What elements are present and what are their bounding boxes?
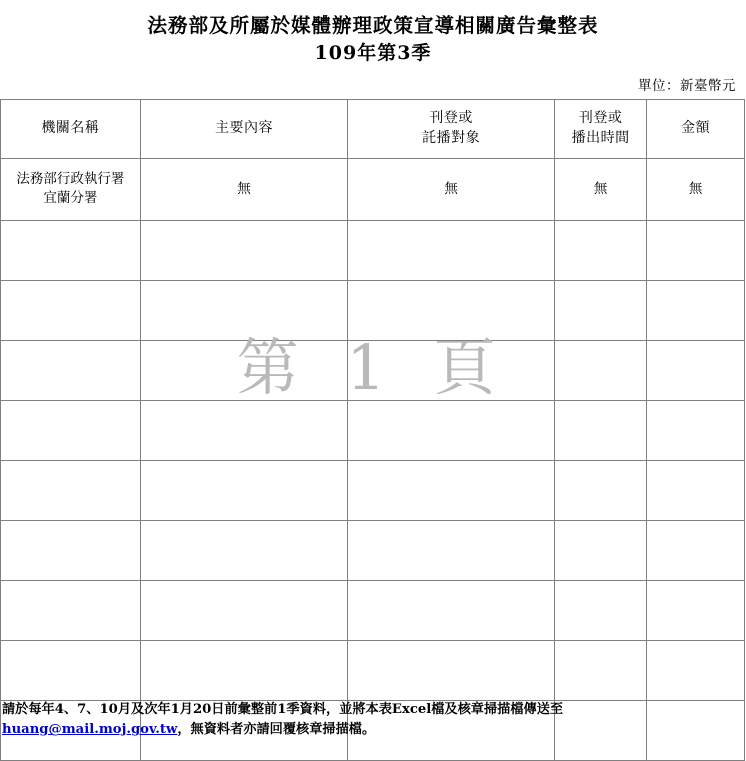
column-header-amount: 金額 [647, 99, 745, 158]
table-row [1, 158, 745, 220]
cell-time [554, 220, 646, 280]
cell-amount [647, 220, 745, 280]
cell-amount: 無 [647, 158, 745, 220]
column-header-time-line2: 播出時間 [571, 129, 630, 146]
document-title-block [0, 0, 746, 68]
cell-content [140, 520, 348, 580]
column-header-target-line2: 託播對象 [422, 129, 481, 146]
cell-target [348, 280, 555, 340]
cell-content [140, 280, 348, 340]
column-header-content: 主要內容 [140, 99, 348, 158]
cell-agency-line2: 宜蘭分署 [43, 190, 98, 207]
page-subtitle: 109年第3季 [314, 42, 432, 65]
table-row [1, 220, 745, 280]
column-header-agency: 機關名稱 [1, 99, 141, 158]
table-row [1, 520, 745, 580]
cell-amount [647, 280, 745, 340]
cell-agency [1, 400, 141, 460]
cell-content [140, 400, 348, 460]
cell-target [348, 220, 555, 280]
email-link[interactable]: huang@mail.moj.gov.tw [2, 722, 178, 738]
page-title: 法務部及所屬於媒體辦理政策宣導相關廣告彙整表 [147, 14, 599, 37]
cell-agency [1, 220, 141, 280]
cell-content [140, 340, 348, 400]
cell-amount [647, 400, 745, 460]
cell-amount [647, 460, 745, 520]
cell-time [554, 640, 646, 700]
page-watermark: 第 1 頁 [236, 331, 510, 404]
table-row [1, 640, 745, 700]
cell-time [554, 520, 646, 580]
cell-agency [1, 460, 141, 520]
column-header-target [348, 99, 555, 158]
cell-agency [1, 640, 141, 700]
cell-amount [647, 520, 745, 580]
cell-content [140, 220, 348, 280]
cell-time [554, 580, 646, 640]
table-row [1, 580, 745, 640]
cell-agency [1, 158, 141, 220]
table-row [1, 460, 745, 520]
table-row [1, 340, 745, 400]
footer-note-line1: 請於每年4、7、10月及次年1月20日前彙整前1季資料，並將本表Excel檔及核章掃描檔傳送至 [2, 702, 564, 717]
cell-target [348, 520, 555, 580]
cell-agency-line1: 法務部行政執行署 [16, 171, 125, 188]
cell-content [140, 580, 348, 640]
column-header-time [554, 99, 646, 158]
cell-content [140, 640, 348, 700]
cell-amount [647, 340, 745, 400]
cell-amount [647, 580, 745, 640]
cell-agency [1, 340, 141, 400]
advertisement-summary-table [0, 99, 745, 761]
cell-agency [1, 520, 141, 580]
cell-time [554, 400, 646, 460]
cell-time [554, 280, 646, 340]
column-header-time-line1: 刊登或 [578, 110, 623, 127]
footer-note [0, 700, 746, 741]
currency-unit-note: 單位：新臺幣元 [638, 77, 736, 94]
table-row [1, 400, 745, 460]
cell-agency [1, 280, 141, 340]
cell-target [348, 640, 555, 700]
cell-time [554, 340, 646, 400]
footer-note-line2 [2, 720, 746, 740]
cell-time [554, 460, 646, 520]
cell-target [348, 460, 555, 520]
cell-agency [1, 580, 141, 640]
cell-content: 無 [140, 158, 348, 220]
cell-content [140, 460, 348, 520]
cell-target [348, 400, 555, 460]
footer-note-line2-rest: ，無資料者亦請回覆核章掃描檔。 [177, 722, 376, 738]
cell-time: 無 [554, 158, 646, 220]
cell-target [348, 340, 555, 400]
table-row [1, 280, 745, 340]
cell-amount [647, 640, 745, 700]
cell-target: 無 [348, 158, 555, 220]
column-header-target-line1: 刊登或 [429, 110, 473, 127]
cell-target [348, 580, 555, 640]
table-header-row [1, 99, 745, 158]
